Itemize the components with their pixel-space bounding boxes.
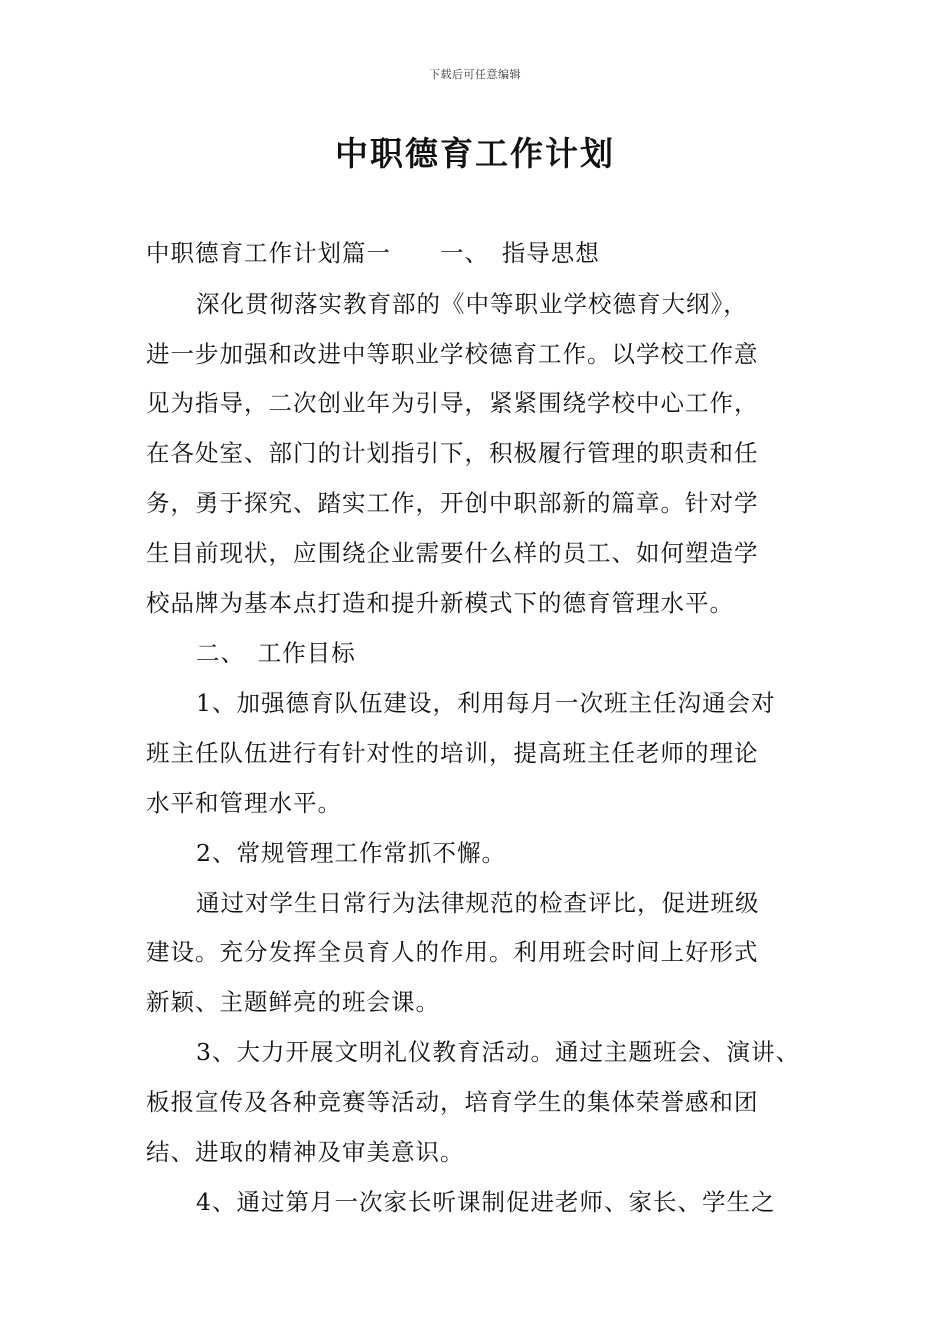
paragraph-line: 板报宣传及各种竞赛等活动，培育学生的集体荣誉感和团	[146, 1088, 759, 1116]
paragraph-line: 2、常规管理工作常抓不懈。	[196, 839, 506, 867]
paragraph-line: 深化贯彻落实教育部的《中等职业学校德育大纲》，	[196, 290, 748, 318]
paragraph-line: 通过对学生日常行为法律规范的检查评比，促进班级	[196, 889, 760, 917]
paragraph-line: 建设。充分发挥全员育人的作用。利用班会时间上好形式	[146, 938, 759, 966]
document-title: 中职德育工作计划	[335, 134, 615, 173]
paragraph-line: 结、进取的精神及审美意识。	[146, 1138, 465, 1166]
paragraph-line: 水平和管理水平。	[146, 789, 342, 817]
paragraph-line: 3、大力开展文明礼仪教育活动。通过主题班会、演讲、	[196, 1038, 800, 1066]
paragraph-line: 1、加强德育队伍建设，利用每月一次班主任沟通会对	[196, 689, 776, 717]
paragraph-line: 校品牌为基本点打造和提升新模式下的德育管理水平。	[146, 589, 734, 617]
section-heading-1: 中职德育工作计划篇一 一、 指导思想	[146, 239, 600, 267]
paragraph-line: 务，勇于探究、踏实工作，开创中职部新的篇章。针对学	[146, 489, 759, 517]
paragraph-line: 4、通过第月一次家长听课制促进老师、家长、学生之	[196, 1188, 776, 1216]
section-heading-2: 二、 工作目标	[196, 639, 356, 667]
paragraph-line: 生目前现状，应围绕企业需要什么样的员工、如何塑造学	[146, 539, 759, 567]
paragraph-line: 新颖、主题鲜亮的班会课。	[146, 988, 440, 1016]
paragraph-line: 见为指导，二次创业年为引导，紧紧围绕学校中心工作，	[146, 389, 759, 417]
paragraph-line: 班主任队伍进行有针对性的培训，提高班主任老师的理论	[146, 739, 759, 767]
header-note: 下载后可任意编辑	[429, 68, 521, 81]
paragraph-line: 在各处室、部门的计划指引下，积极履行管理的职责和任	[146, 439, 759, 467]
paragraph-line: 进一步加强和改进中等职业学校德育工作。以学校工作意	[146, 340, 759, 368]
